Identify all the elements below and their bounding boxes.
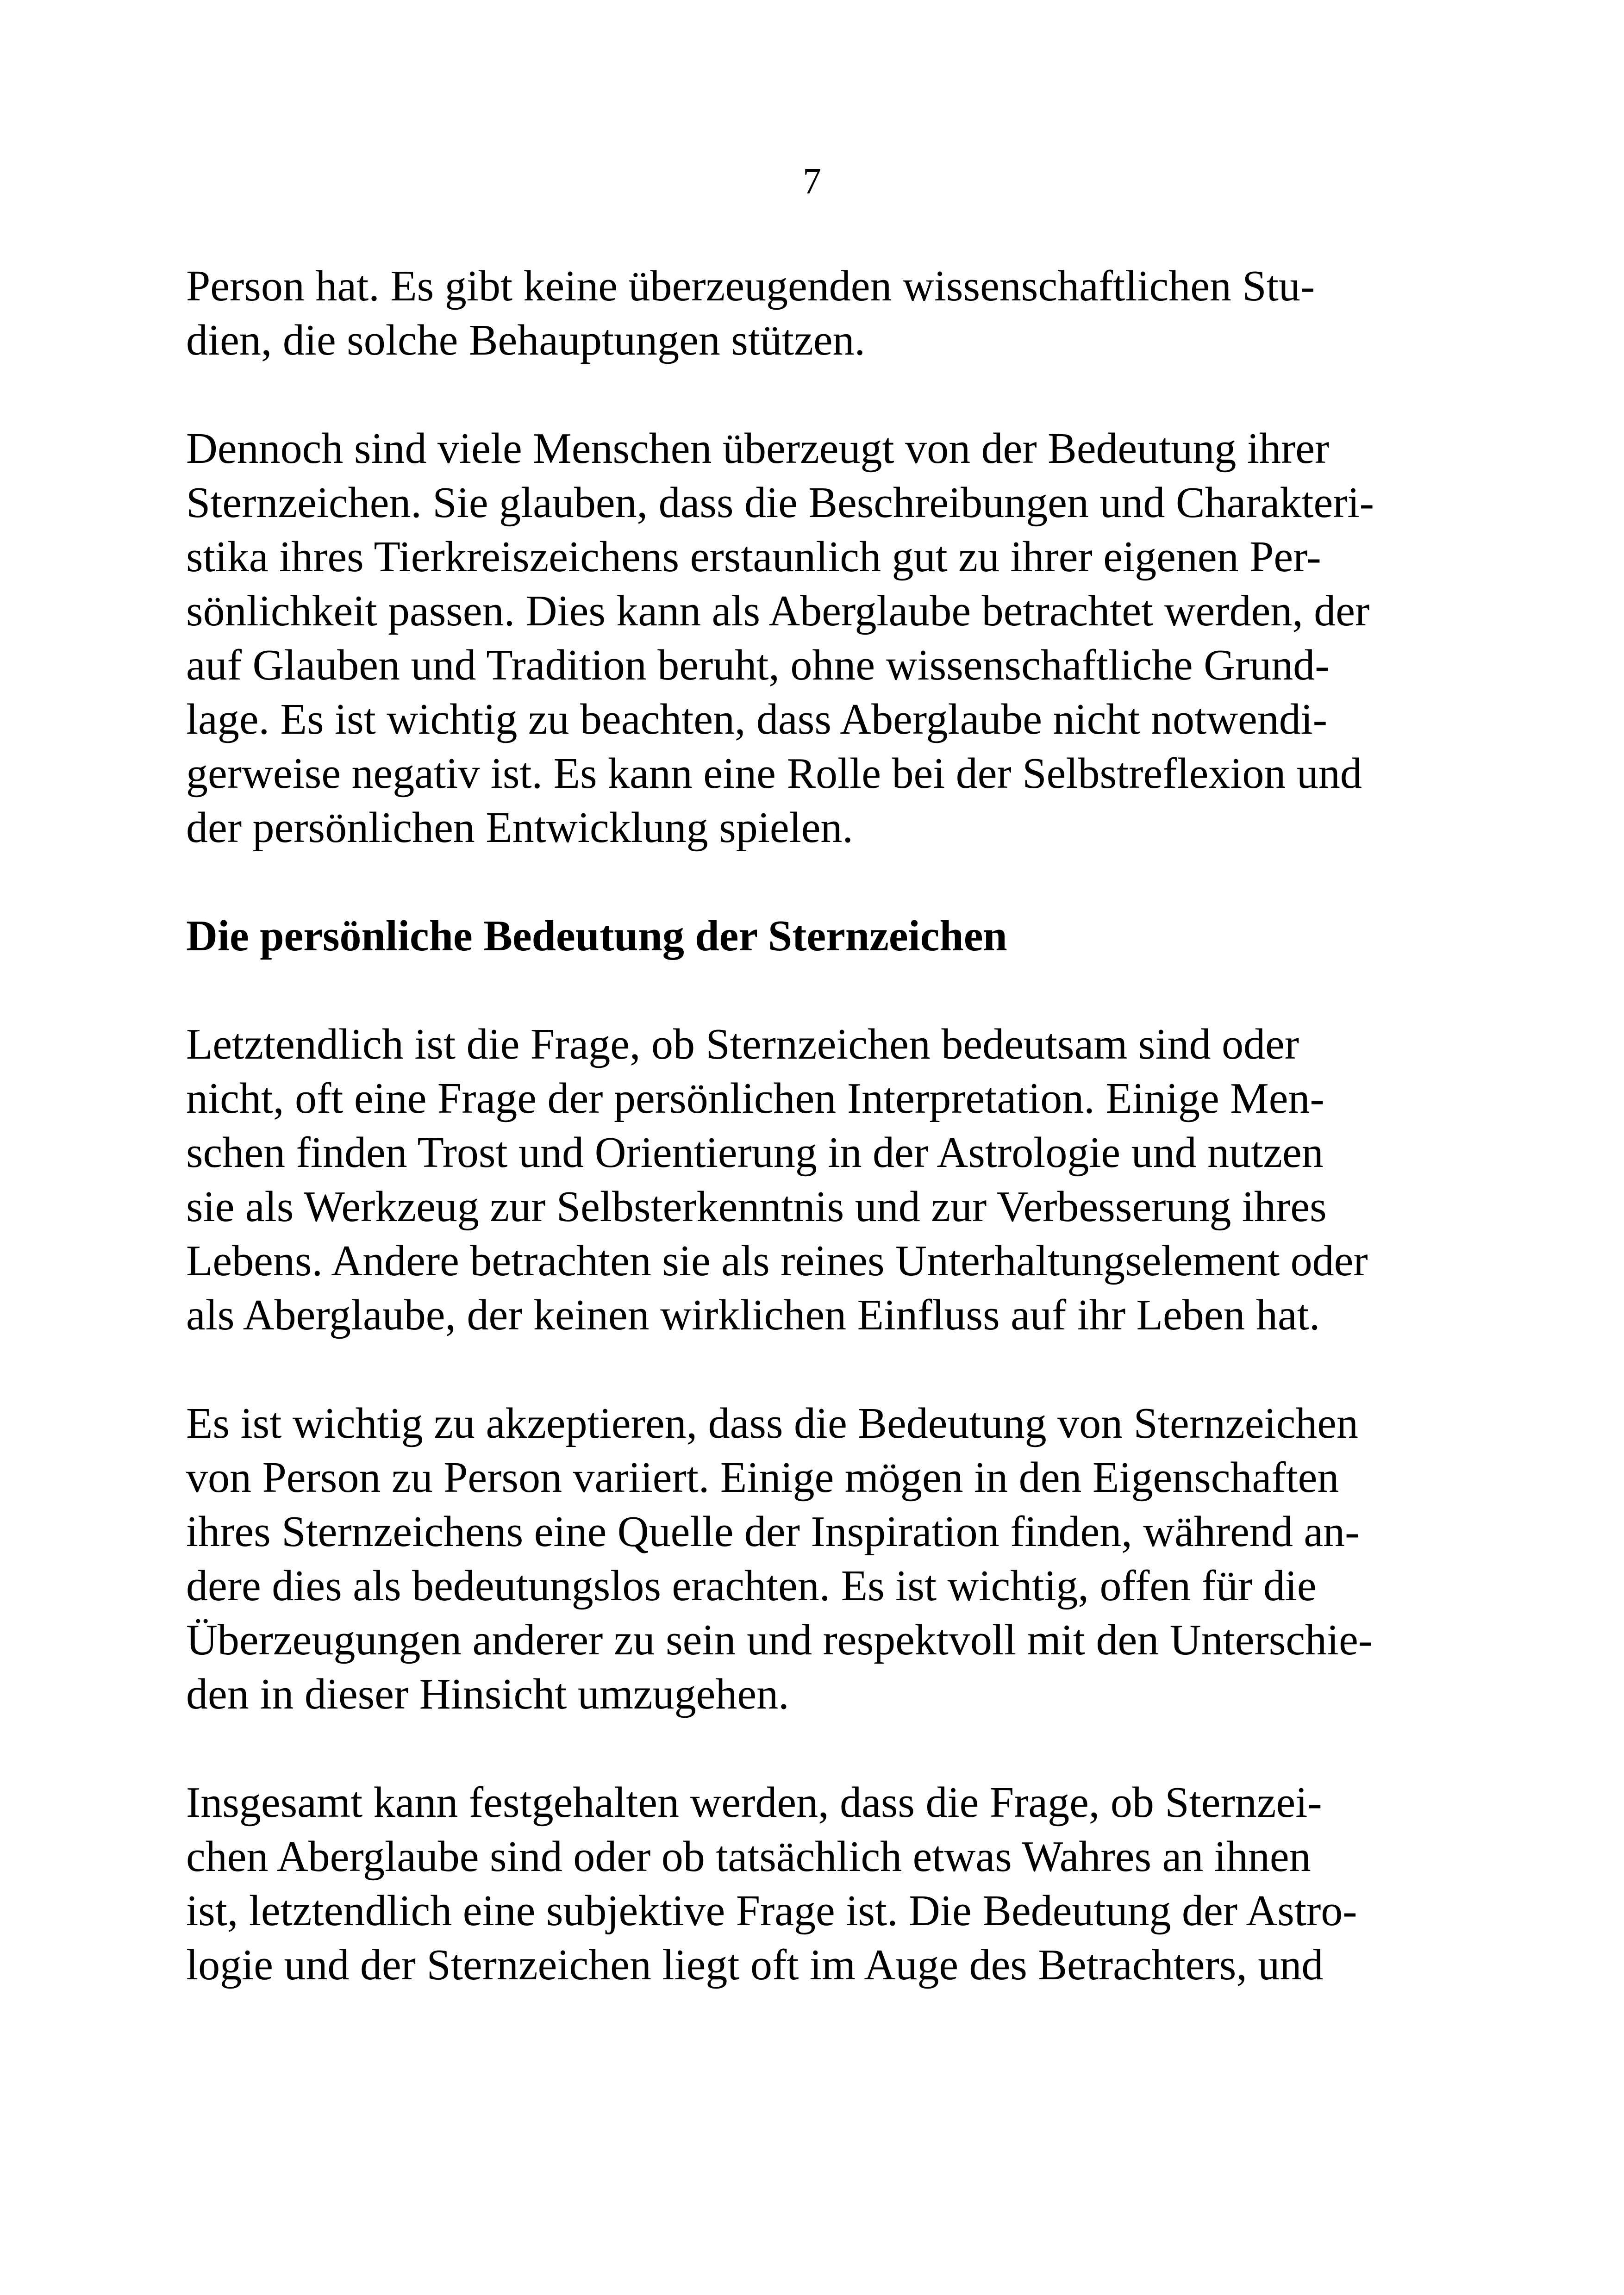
text-line: gerweise negativ ist. Es kann eine Rolle bei der Selbstreflexion und [186,749,1362,798]
paragraph [186,1017,1436,1342]
text-line: lage. Es ist wichtig zu beachten, dass Aberglaube nicht notwendi- [186,695,1328,743]
text-line: auf Glauben und Tradition beruht, ohne wissenschaftliche Grund- [186,641,1330,689]
text-line: schen finden Trost und Orientierung in der Astrologie und nutzen [186,1129,1324,1177]
text-line: den in dieser Hinsicht umzugehen. [186,1670,789,1718]
text-line: ist, letztendlich eine subjektive Frage ist. Die Bedeutung der Astro- [186,1887,1357,1935]
text-line: Es ist wichtig zu akzeptieren, dass die Bedeutung von Sternzeichen [186,1399,1359,1447]
text-line: dien, die solche Behauptungen stützen. [186,316,866,364]
text-line: sönlichkeit passen. Dies kann als Aberglaube betrachtet werden, der [186,587,1370,635]
text-line: stika ihres Tierkreiszeichens erstaunlich gut zu ihrer eigenen Per- [186,533,1321,581]
text-line: dere dies als bedeutungslos erachten. Es ist wichtig, offen für die [186,1562,1317,1610]
text-line: logie und der Sternzeichen liegt oft im Auge des Betrachters, und [186,1941,1324,1989]
text-line: Person hat. Es gibt keine überzeugenden wissenschaftlichen Stu- [186,262,1315,310]
document-body [186,259,1436,2046]
text-line: Letztendlich ist die Frage, ob Sternzeichen bedeutsam sind oder [186,1020,1299,1068]
section-heading [186,909,1436,963]
page-number: 7 [803,161,821,202]
heading-text: Die persönliche Bedeutung der Sternzeichen [186,912,1007,960]
text-line: Überzeugungen anderer zu sein und respektvoll mit den Unterschie- [186,1616,1373,1664]
paragraph [186,422,1436,855]
text-line: als Aberglaube, der keinen wirklichen Einfluss auf ihr Leben hat. [186,1291,1320,1339]
paragraph [186,1397,1436,1721]
text-line: ihres Sternzeichens eine Quelle der Inspiration finden, während an- [186,1508,1360,1556]
text-line: sie als Werkzeug zur Selbsterkenntnis und zur Verbesserung ihres [186,1183,1327,1231]
text-line: Lebens. Andere betrachten sie als reines Unterhaltungselement oder [186,1237,1368,1285]
text-line: von Person zu Person variiert. Einige mögen in den Eigenschaften [186,1453,1339,1502]
text-line: der persönlichen Entwicklung spielen. [186,804,853,852]
text-line: Dennoch sind viele Menschen überzeugt von der Bedeutung ihrer [186,424,1330,473]
text-line: nicht, oft eine Frage der persönlichen Interpretation. Einige Men- [186,1074,1324,1123]
text-line: chen Aberglaube sind oder ob tatsächlich etwas Wahres an ihnen [186,1833,1311,1881]
text-line: Insgesamt kann festgehalten werden, dass die Frage, ob Sternzei- [186,1778,1322,1827]
paragraph [186,259,1436,368]
paragraph [186,1776,1436,1992]
text-line: Sternzeichen. Sie glauben, dass die Beschreibungen und Charakteri- [186,479,1374,527]
